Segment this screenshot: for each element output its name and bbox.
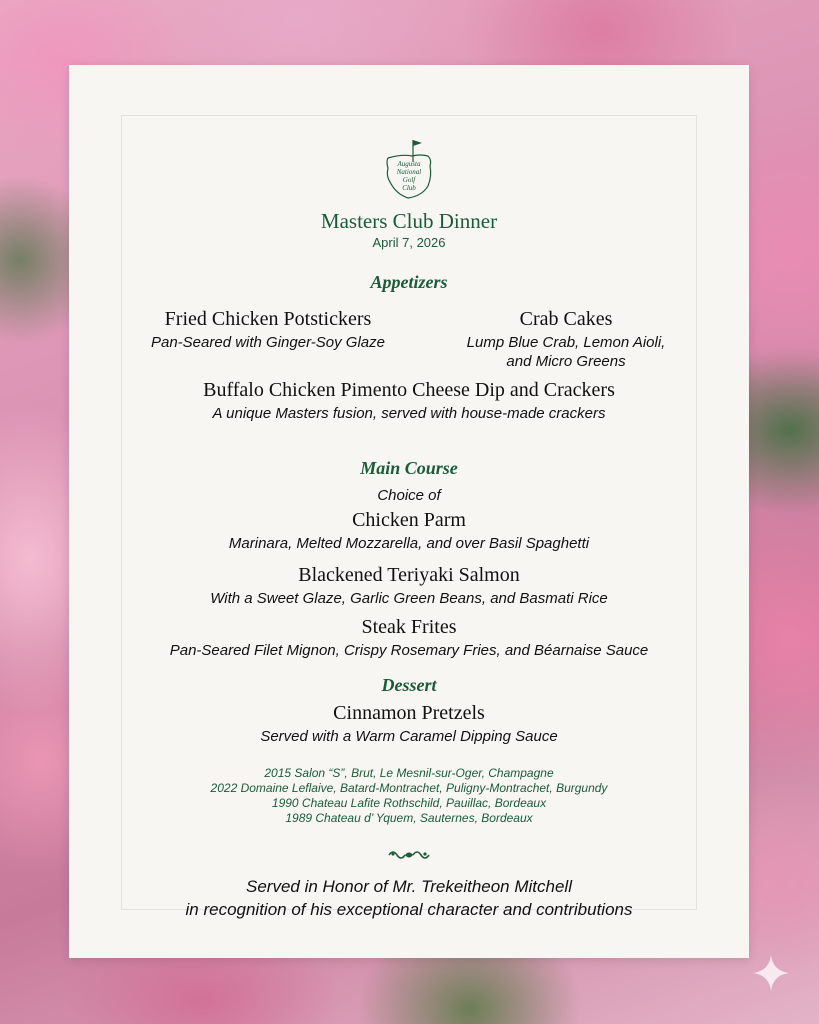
dish-name: Buffalo Chicken Pimento Cheese Dip and Crackers	[203, 379, 615, 401]
choice-label: Choice of	[377, 487, 441, 504]
wine-item: 2015 Salon “S”, Brut, Le Mesnil-sur-Oger, Champagne	[264, 766, 554, 780]
scroll-flourish-icon	[387, 847, 431, 863]
menu-title: Masters Club Dinner	[320, 209, 498, 233]
logo-text: Golf	[402, 176, 416, 184]
main-course-item	[69, 564, 749, 608]
logo-text: Augusta	[397, 160, 421, 168]
main-course-item	[69, 509, 749, 553]
dish-description: Pan-Seared Filet Mignon, Crispy Rosemary Fries, and Béarnaise Sauce	[169, 642, 649, 659]
logo-text: National	[396, 168, 422, 176]
wine-list	[69, 766, 749, 826]
appetizer-item	[439, 308, 693, 371]
dish-description: With a Sweet Glaze, Garlic Green Beans, and Basmati Rice	[210, 590, 608, 607]
logo-text: Club	[402, 184, 416, 192]
wine-item: 1990 Chateau Lafite Rothschild, Pauillac, Bordeaux	[271, 796, 547, 810]
sparkle-icon	[749, 951, 793, 995]
main-course-heading: Main Course	[360, 458, 458, 478]
wine-item: 2022 Domaine Leflaive, Batard-Montrachet, Puligny-Montrachet, Burgundy	[210, 781, 608, 795]
dish-description: Served with a Warm Caramel Dipping Sauce	[260, 728, 558, 745]
honor-dedication	[69, 875, 749, 921]
augusta-national-logo-icon	[382, 132, 436, 204]
honor-line: in recognition of his exceptional character and contributions	[185, 900, 633, 919]
dish-description: Marinara, Melted Mozzarella, and over Basil Spaghetti	[228, 535, 590, 552]
dish-name: Crab Cakes	[519, 308, 613, 330]
honor-line: Served in Honor of Mr. Trekeitheon Mitchell	[246, 877, 572, 896]
dish-description: and Micro Greens	[506, 353, 626, 370]
appetizer-item	[69, 379, 749, 423]
dish-name: Steak Frites	[361, 616, 457, 638]
main-course-item	[69, 616, 749, 660]
dish-description: A unique Masters fusion, served with house-made crackers	[212, 405, 606, 422]
dish-name: Blackened Teriyaki Salmon	[298, 564, 520, 586]
dish-name: Cinnamon Pretzels	[333, 702, 485, 724]
dish-description: Lump Blue Crab, Lemon Aioli,	[466, 334, 666, 351]
menu-card	[69, 65, 749, 958]
dish-name: Fried Chicken Potstickers	[164, 308, 372, 330]
dessert-item	[69, 702, 749, 746]
dish-description: Pan-Seared with Ginger-Soy Glaze	[150, 334, 385, 351]
dish-name: Chicken Parm	[352, 509, 466, 531]
menu-date: April 7, 2026	[372, 235, 446, 250]
appetizer-item	[109, 308, 427, 352]
dessert-heading: Dessert	[381, 675, 437, 695]
wine-item: 1989 Chateau d’ Yquem, Sauternes, Bordeaux	[285, 811, 533, 825]
appetizers-heading: Appetizers	[370, 272, 448, 292]
